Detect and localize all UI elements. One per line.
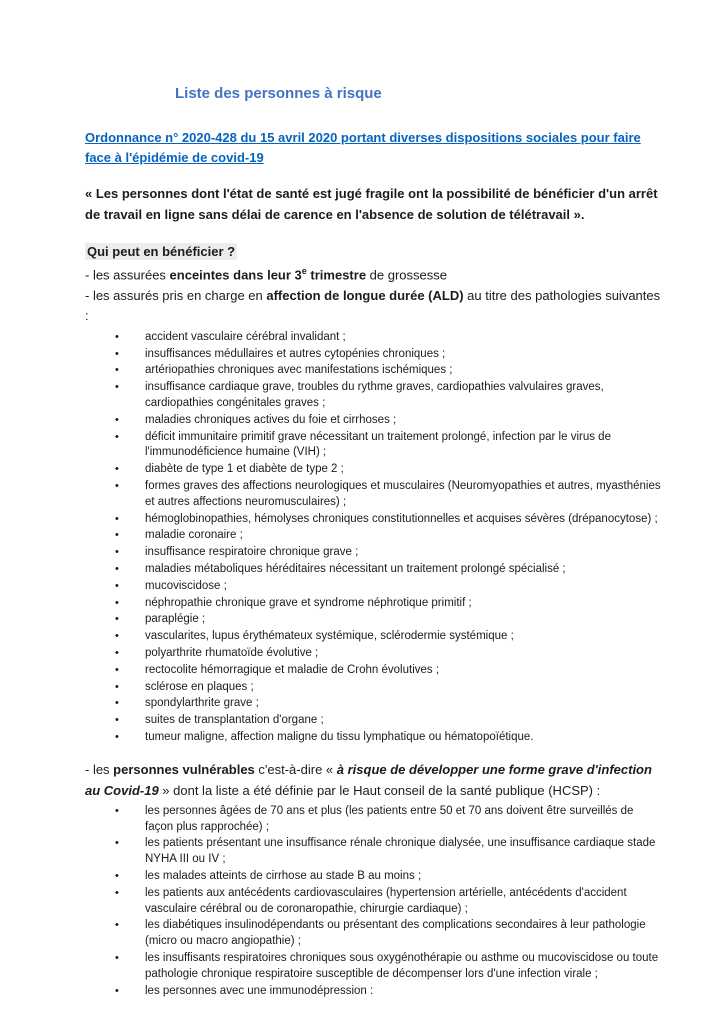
list-item-text: les personnes âgées de 70 ans et plus (les patients entre 50 et 70 ans doivent être surveillés de façon plus rapprochée) ; xyxy=(145,804,634,833)
text-run: personnes vulnérables xyxy=(113,761,255,777)
bullet-icon: • xyxy=(115,886,119,899)
list-item xyxy=(85,596,663,612)
bullet-icon: • xyxy=(115,579,119,592)
list-item xyxy=(85,512,663,528)
list-item-text: suites de transplantation d'organe ; xyxy=(145,714,324,727)
quote-paragraph: « Les personnes dont l'état de santé est jugé fragile ont la possibilité de bénéficier d'un arrêt de travail en ligne sans délai de carence en l'absence de solution de télétravail ». xyxy=(85,186,658,222)
list-item-text: insuffisances médullaires et autres cytopénies chroniques ; xyxy=(145,347,446,360)
list-item xyxy=(85,545,663,561)
bullet-icon: • xyxy=(115,529,119,542)
list-item-text: les insuffisants respiratoires chroniques sous oxygénothérapie ou asthme ou mucoviscidose ou toute pathologie chronique respiratoire susceptible de décompenser lors d'une infection virale ; xyxy=(145,951,659,980)
text-run: - les assurés pris en charge en xyxy=(85,287,267,303)
list-item-text: paraplégie ; xyxy=(145,613,206,626)
bullet-icon: • xyxy=(115,663,119,676)
bullet-icon: • xyxy=(115,984,119,997)
list-item-text: polyarthrite rhumatoïde évolutive ; xyxy=(145,646,319,659)
list-item-text: maladies chroniques actives du foie et cirrhoses ; xyxy=(145,413,397,426)
list-item xyxy=(85,730,663,746)
list-item-text: néphropathie chronique grave et syndrome néphrotique primitif ; xyxy=(145,596,472,609)
bullet-icon: • xyxy=(115,919,119,932)
bullet-icon: • xyxy=(115,613,119,626)
bullet-icon: • xyxy=(115,364,119,377)
list-item xyxy=(85,804,663,836)
bullet-icon: • xyxy=(115,381,119,394)
list-item-text: sclérose en plaques ; xyxy=(145,680,254,693)
list-item xyxy=(85,380,663,412)
list-item xyxy=(85,462,663,478)
list-item xyxy=(85,629,663,645)
list-item-text: formes graves des affections neurologiques et musculaires (Neuromyopathies et autres, myasthénies et autres affections neuromusculaires) ; xyxy=(145,480,661,508)
list-item-text: maladie coronaire ; xyxy=(145,529,243,542)
list-item xyxy=(85,562,663,578)
bullet-icon: • xyxy=(115,347,119,360)
bullet-icon: • xyxy=(115,730,119,743)
list-item-text: mucoviscidose ; xyxy=(145,579,227,592)
text-run: à risque de développer une forme grave d'infection au Covid-19 xyxy=(85,761,652,798)
list-item xyxy=(85,646,663,662)
list-item xyxy=(85,347,663,363)
text-run: enceintes dans leur 3 xyxy=(169,267,302,283)
list-item xyxy=(85,713,663,729)
list-item xyxy=(85,663,663,679)
list-item-text: accident vasculaire cérébral invalidant ; xyxy=(145,330,346,343)
list-item xyxy=(85,984,663,1000)
vulnerable-persons-list xyxy=(85,804,663,1000)
bullet-icon: • xyxy=(115,646,119,659)
list-item xyxy=(85,479,663,511)
list-item xyxy=(85,696,663,712)
bullet-icon: • xyxy=(115,804,119,817)
list-item xyxy=(85,363,663,379)
list-item-text: les patients aux antécédents cardiovasculaires (hypertension artérielle, antécédents d'accident vasculaire cérébral ou de coronaropathie, chirurgie cardiaque) ; xyxy=(145,886,627,915)
bullet-icon: • xyxy=(115,463,119,476)
list-item xyxy=(85,869,663,885)
list-item-text: les malades atteints de cirrhose au stade B au moins ; xyxy=(145,869,422,882)
bullet-icon: • xyxy=(115,430,119,443)
page-title: Liste des personnes à risque xyxy=(175,85,382,102)
list-item xyxy=(85,951,663,983)
intro-line-pregnant xyxy=(85,261,663,286)
text-run: au titre des pathologies suivantes : xyxy=(85,287,661,324)
list-item xyxy=(85,330,663,346)
list-item-text: tumeur maligne, affection maligne du tissu lymphatique ou hématopoïétique. xyxy=(145,730,534,743)
list-item xyxy=(85,430,663,462)
bullet-icon: • xyxy=(115,596,119,609)
text-run: - les xyxy=(85,761,114,777)
list-item-text: les personnes avec une immunodépression : xyxy=(145,984,374,997)
list-item-text: spondylarthrite grave ; xyxy=(145,697,259,710)
bullet-icon: • xyxy=(115,512,119,525)
list-item-text: artériopathies chroniques avec manifestations ischémiques ; xyxy=(145,364,453,377)
bullet-icon: • xyxy=(115,562,119,575)
list-item xyxy=(85,612,663,628)
document-content xyxy=(85,84,663,999)
list-item-text: déficit immunitaire primitif grave nécessitant un traitement prolongé, infection par le virus de l'immunodéficience humaine (VIH) ; xyxy=(145,430,611,459)
list-item-text: insuffisance respiratoire chronique grave ; xyxy=(145,546,359,559)
bullet-icon: • xyxy=(115,951,119,964)
list-item xyxy=(85,413,663,429)
bullet-icon: • xyxy=(115,630,119,643)
bullet-icon: • xyxy=(115,837,119,850)
text-run: affection de longue durée (ALD) xyxy=(266,287,464,303)
bullet-icon: • xyxy=(115,330,119,343)
bullet-icon: • xyxy=(115,680,119,693)
bullet-icon: • xyxy=(115,697,119,710)
list-item-text: diabète de type 1 et diabète de type 2 ; xyxy=(145,463,344,476)
bullet-icon: • xyxy=(115,413,119,426)
list-item xyxy=(85,680,663,696)
list-item xyxy=(85,918,663,950)
text-run: c'est-à-dire « xyxy=(254,761,337,777)
list-item-text: vascularites, lupus érythémateux systémique, sclérodermie systémique ; xyxy=(145,630,514,643)
text-run: trimestre xyxy=(306,267,367,283)
vulnerable-intro-paragraph xyxy=(85,759,663,801)
bullet-icon: • xyxy=(115,869,119,882)
bullet-icon: • xyxy=(115,480,119,492)
ald-pathologies-list xyxy=(85,330,663,746)
list-item xyxy=(85,836,663,868)
ordinance-link-paragraph xyxy=(85,128,663,168)
bullet-icon: • xyxy=(115,546,119,559)
intro-line-ald xyxy=(85,286,663,327)
list-item-text: les patients présentant une insuffisance rénale chronique dialysée, une insuffisance cardiaque stade NYHA III ou IV ; xyxy=(145,837,656,866)
text-run: - les assurées xyxy=(85,267,170,283)
list-item xyxy=(85,886,663,918)
list-item-text: maladies métaboliques héréditaires nécessitant un traitement prolongé spécialisé ; xyxy=(145,562,566,575)
bullet-icon: • xyxy=(115,714,119,727)
text-run: » dont la liste a été définie par le Haut conseil de la santé publique (HCSP) : xyxy=(158,782,601,798)
question-paragraph xyxy=(85,243,663,261)
list-item-text: hémoglobinopathies, hémolyses chroniques constitutionnelles et acquises sévères (drépanocytose) ; xyxy=(145,512,658,525)
question-heading: Qui peut en bénéficier ? xyxy=(87,244,236,259)
text-run: de grossesse xyxy=(366,267,447,283)
text-run: e xyxy=(301,266,307,276)
list-item xyxy=(85,528,663,544)
list-item xyxy=(85,579,663,595)
ordinance-link[interactable]: Ordonnance n° 2020-428 du 15 avril 2020 portant diverses dispositions sociales pour faire face à l'épidémie de covid-19 xyxy=(85,130,641,165)
list-item-text: insuffisance cardiaque grave, troubles du rythme graves, cardiopathies valvulaires graves, cardiopathies congénitales graves ; xyxy=(145,381,604,410)
list-item-text: les diabétiques insulinodépendants ou présentant des complications secondaires à leur pathologie (micro ou macro angiopathie) ; xyxy=(145,919,646,948)
list-item-text: rectocolite hémorragique et maladie de Crohn évolutives ; xyxy=(145,663,440,676)
